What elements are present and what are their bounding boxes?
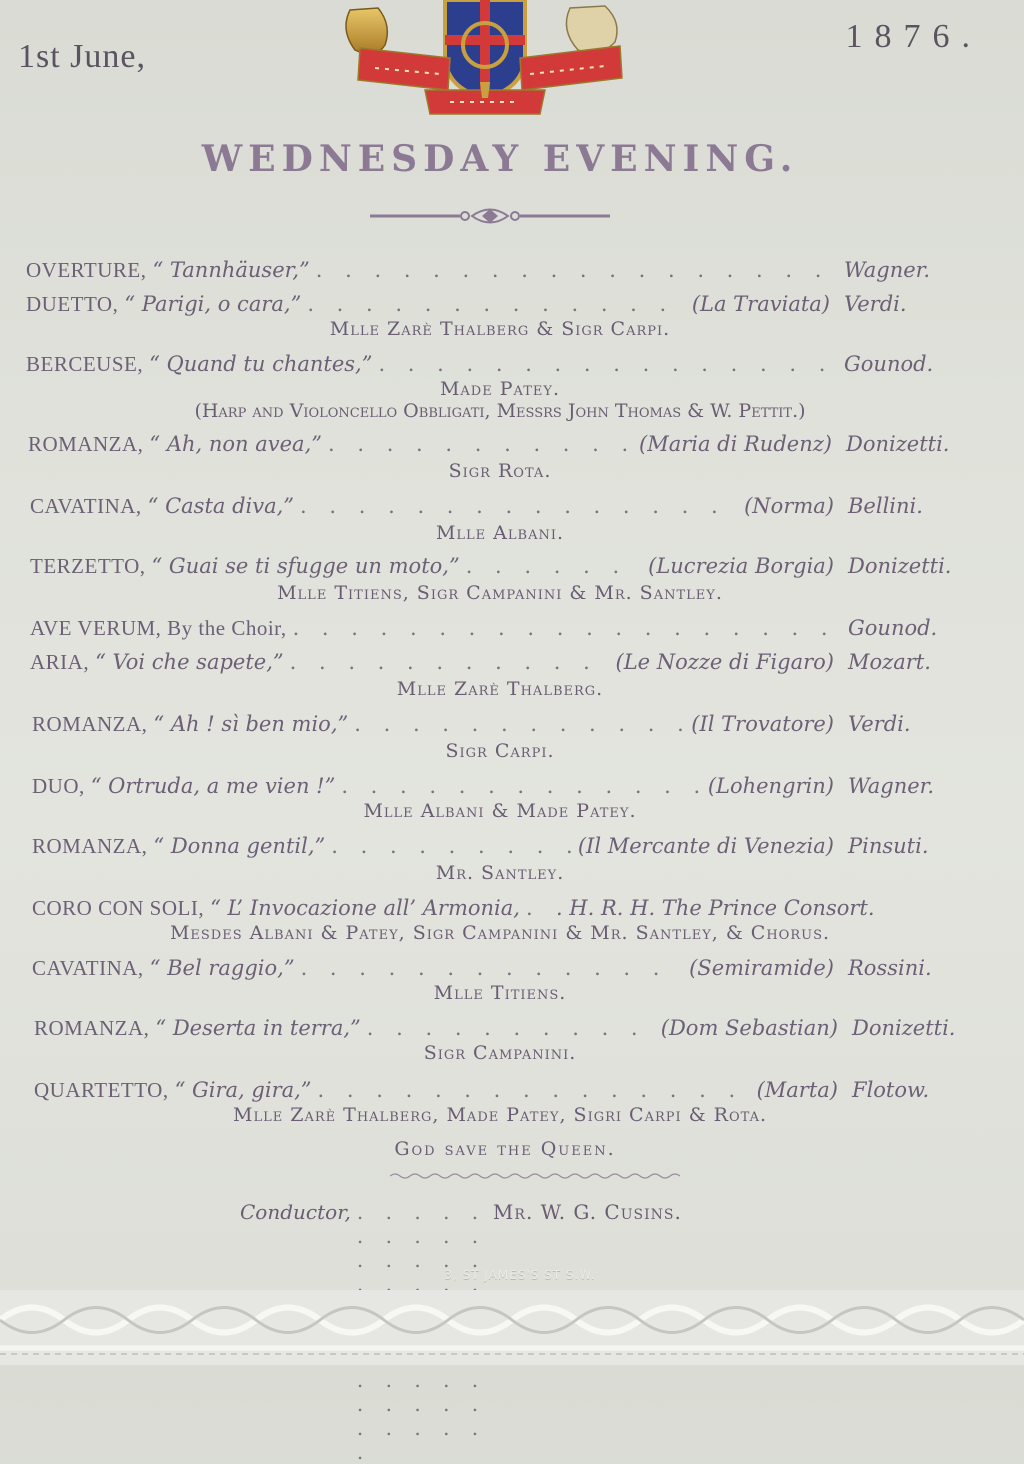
leader-dots [300,494,738,518]
piece-title: “ Ortruda, a me vien !” [90,774,336,798]
program-item [28,432,958,462]
opera: (Maria di Rudenz) [639,432,832,456]
printer-imprint: 3, ST JAMES'S ST S.W. [444,1268,596,1282]
program-item [30,616,960,646]
piece-title: “ Gira, gira,” [174,1078,312,1102]
leader-dots [367,1016,655,1040]
composer: Gounod. [848,616,938,640]
piece-form: ROMANZA, [32,834,148,858]
leader-dots [290,650,610,674]
page-title: WEDNESDAY EVENING. [201,138,799,180]
performers: Sigr Rota. [448,460,552,482]
program-item [30,494,960,524]
composer: Donizetti. [848,554,952,578]
composer: Pinsuti. [848,834,929,858]
opera: (Semiramide) [689,956,834,980]
piece-form: DUETTO, [26,292,119,316]
piece-title: “ Voi che sapete,” [95,650,284,674]
piece-title: “ Guai se ti sfugge un moto,” [151,554,460,578]
performers: Mlle Titiens, Sigr Campanini & Mr. Santley. [277,582,723,604]
embossed-lace-border-icon [0,1290,1024,1365]
piece-title: “ Bel raggio,” [149,956,295,980]
conductor-label: Conductor, [240,1200,351,1224]
piece-form: CAVATINA, [32,956,144,980]
piece-form: BERCEUSE, [26,352,144,376]
piece-form: CAVATINA, [30,494,142,518]
performers: Mlle Albani. [435,522,565,544]
piece-form: ROMANZA, [34,1016,150,1040]
piece-title: “ L’ Invocazione all’ Armonia, [210,896,520,920]
piece-title: “ Ah, non avea,” [149,432,322,456]
program-item [30,650,960,680]
leader-dots [318,1078,751,1102]
program-item [32,834,960,864]
obbligato-note: (Harp and Violoncello Obbligati, Messrs John Thomas & W. Pettit.) [194,400,806,422]
piece-title: “ Parigi, o cara,” [124,292,302,316]
year: 1876. [845,18,982,55]
performers: Sigr Carpi. [445,740,555,762]
leader-dots [307,292,686,316]
leader-dots [466,554,642,578]
piece-form: OVERTURE, [26,258,147,282]
leader-dots [378,352,838,376]
leader-dots [293,616,842,640]
performers: Mr. Santley. [435,862,565,884]
opera: (Lohengrin) [707,774,834,798]
piece-form: CORO CON SOLI, [32,896,205,920]
performers: Mesdes Albani & Patey, Sigr Campanini & Mr. Santley, & Chorus. [169,922,831,944]
program-item [26,258,956,288]
opera: (Lucrezia Borgia) [648,554,834,578]
composer: Verdi. [848,712,911,736]
composer: Mozart. [848,650,931,674]
performers: Mlle Zarè Thalberg & Sigr Carpi. [329,318,671,340]
leader-dots [341,774,701,798]
performers: Mlle Albani & Made Patey. [363,800,637,822]
piece-form: ROMANZA, [32,712,148,736]
conductor-name: Mr. W. G. Cusins. [492,1200,682,1224]
composer: Wagner. [844,258,931,282]
date-left: 1st June, [18,38,146,75]
opera: (Il Mercante di Venezia) [577,834,834,858]
piece-title: “ Tannhäuser,” [152,258,310,282]
leader-dots [354,712,685,736]
composer: Gounod. [844,352,934,376]
conductor-line [240,1200,780,1230]
composer: Verdi. [844,292,907,316]
performers: Mlle Titiens. [433,982,567,1004]
leader-dots [328,432,633,456]
leader-dots [526,896,550,920]
composer: Donizetti. [852,1016,956,1040]
opera: (Marta) [756,1078,838,1102]
performers: Sigr Campanini. [423,1042,577,1064]
composer: Wagner. [848,774,935,798]
opera: (Norma) [744,494,834,518]
anthem: God save the Queen. [394,1138,616,1160]
composer: Bellini. [848,494,923,518]
piece-title: “ Ah ! sì ben mio,” [153,712,349,736]
wavy-divider-icon [390,1172,680,1180]
piece-form: ARIA, [30,650,90,674]
piece-title: “ Casta diva,” [147,494,295,518]
opera: (Le Nozze di Figaro) [615,650,834,674]
piece-title: “ Deserta in terra,” [155,1016,361,1040]
leader-dots [316,258,838,282]
piece-form: AVE VERUM, By the Choir, [30,616,287,640]
leader-dots [301,956,684,980]
opera: (Dom Sebastian) [660,1016,838,1040]
performers: Mlle Zarè Thalberg, Made Patey, Sigri Carpi & Rota. [233,1104,767,1126]
composer: Donizetti. [846,432,950,456]
composer: Flotow. [852,1078,930,1102]
performers: Mlle Zarè Thalberg. [396,678,604,700]
piece-form: TERZETTO, [30,554,146,578]
piece-title: “ Donna gentil,” [153,834,326,858]
piece-form: ROMANZA, [28,432,144,456]
composer: . H. R. H. The Prince Consort. [555,896,875,920]
piece-title: “ Quand tu chantes,” [149,352,373,376]
performers: Made Patey. [439,378,561,400]
composer: Rossini. [848,956,932,980]
program-item [30,554,960,584]
piece-form: DUO, [32,774,85,798]
opera: (La Traviata) [691,292,830,316]
program-item [32,712,960,742]
piece-form: QUARTETTO, [34,1078,169,1102]
leader-dots [331,834,572,858]
opera: (Il Trovatore) [691,712,834,736]
